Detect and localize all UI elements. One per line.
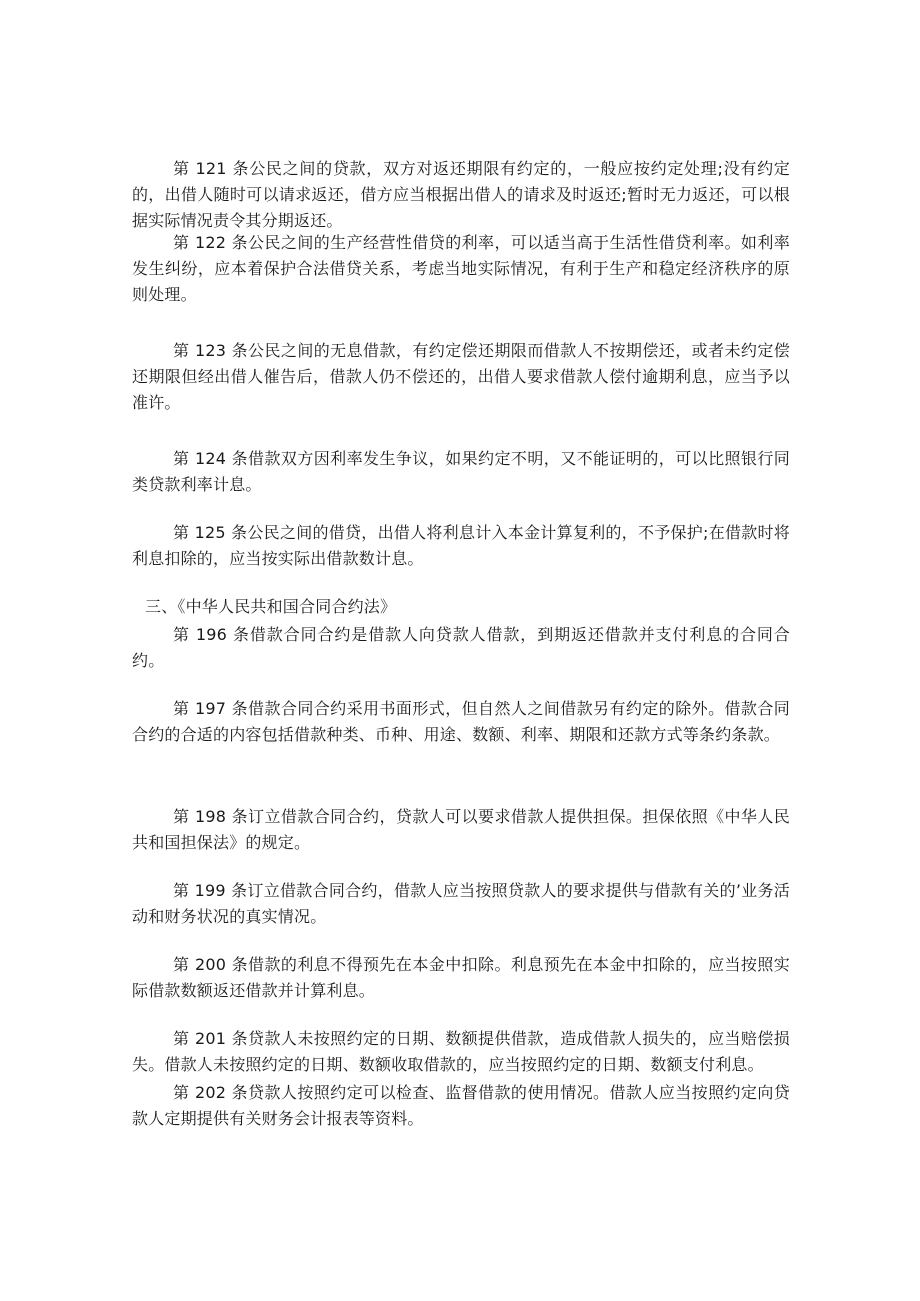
paragraph-article-199: 第 199 条订立借款合同合约，借款人应当按照贷款人的要求提供与借款有关的’业务活动和财务状况的真实情况。 bbox=[132, 881, 790, 926]
paragraph-article-202: 第 202 条贷款人按照约定可以检查、监督借款的使用情况。借款人应当按照约定向贷款人定期提供有关财务会计报表等资料。 bbox=[132, 1083, 790, 1128]
paragraph-article-123: 第 123 条公民之间的无息借款，有约定偿还期限而借款人不按期偿还，或者未约定偿还期限但经出借人催告后，借款人仍不偿还的，出借人要求借款人偿付逾期利息，应当予以准许。 bbox=[132, 341, 790, 412]
paragraph-article-196: 第 196 条借款合同合约是借款人向贷款人借款，到期返还借款并支付利息的合同合约。 bbox=[132, 625, 790, 670]
paragraph-article-197: 第 197 条借款合同合约采用书面形式，但自然人之间借款另有约定的除外。借款合同合约的合适的内容包括借款种类、币种、用途、数额、利率、期限和还款方式等条约条款。 bbox=[132, 699, 790, 744]
paragraph-article-121: 第 121 条公民之间的贷款，双方对返还期限有约定的，一般应按约定处理;没有约定的，出借人随时可以请求返还，借方应当根据出借人的请求及时返还;暂时无力返还，可以根据实际情况责令其分期返还。 bbox=[132, 159, 790, 230]
paragraph-article-124: 第 124 条借款双方因利率发生争议，如果约定不明，又不能证明的，可以比照银行同类贷款利率计息。 bbox=[132, 449, 790, 494]
paragraph-article-125: 第 125 条公民之间的借贷，出借人将利息计入本金计算复利的，不予保护;在借款时将利息扣除的，应当按实际出借款数计息。 bbox=[132, 523, 790, 568]
section-heading-contract-law: 三、《中华人民共和国合同合约法》 bbox=[145, 597, 397, 616]
paragraph-article-198: 第 198 条订立借款合同合约，贷款人可以要求借款人提供担保。担保依照《中华人民共和国担保法》的规定。 bbox=[132, 807, 790, 852]
paragraph-article-200: 第 200 条借款的利息不得预先在本金中扣除。利息预先在本金中扣除的，应当按照实际借款数额返还借款并计算利息。 bbox=[132, 955, 790, 1000]
paragraph-article-122: 第 122 条公民之间的生产经营性借贷的利率，可以适当高于生活性借贷利率。如利率发生纠纷，应本着保护合法借贷关系，考虑当地实际情况，有利于生产和稳定经济秩序的原则处理。 bbox=[132, 233, 790, 304]
paragraph-article-201: 第 201 条贷款人未按照约定的日期、数额提供借款，造成借款人损失的，应当赔偿损失。借款人未按照约定的日期、数额收取借款的，应当按照约定的日期、数额支付利息。 bbox=[132, 1029, 790, 1074]
